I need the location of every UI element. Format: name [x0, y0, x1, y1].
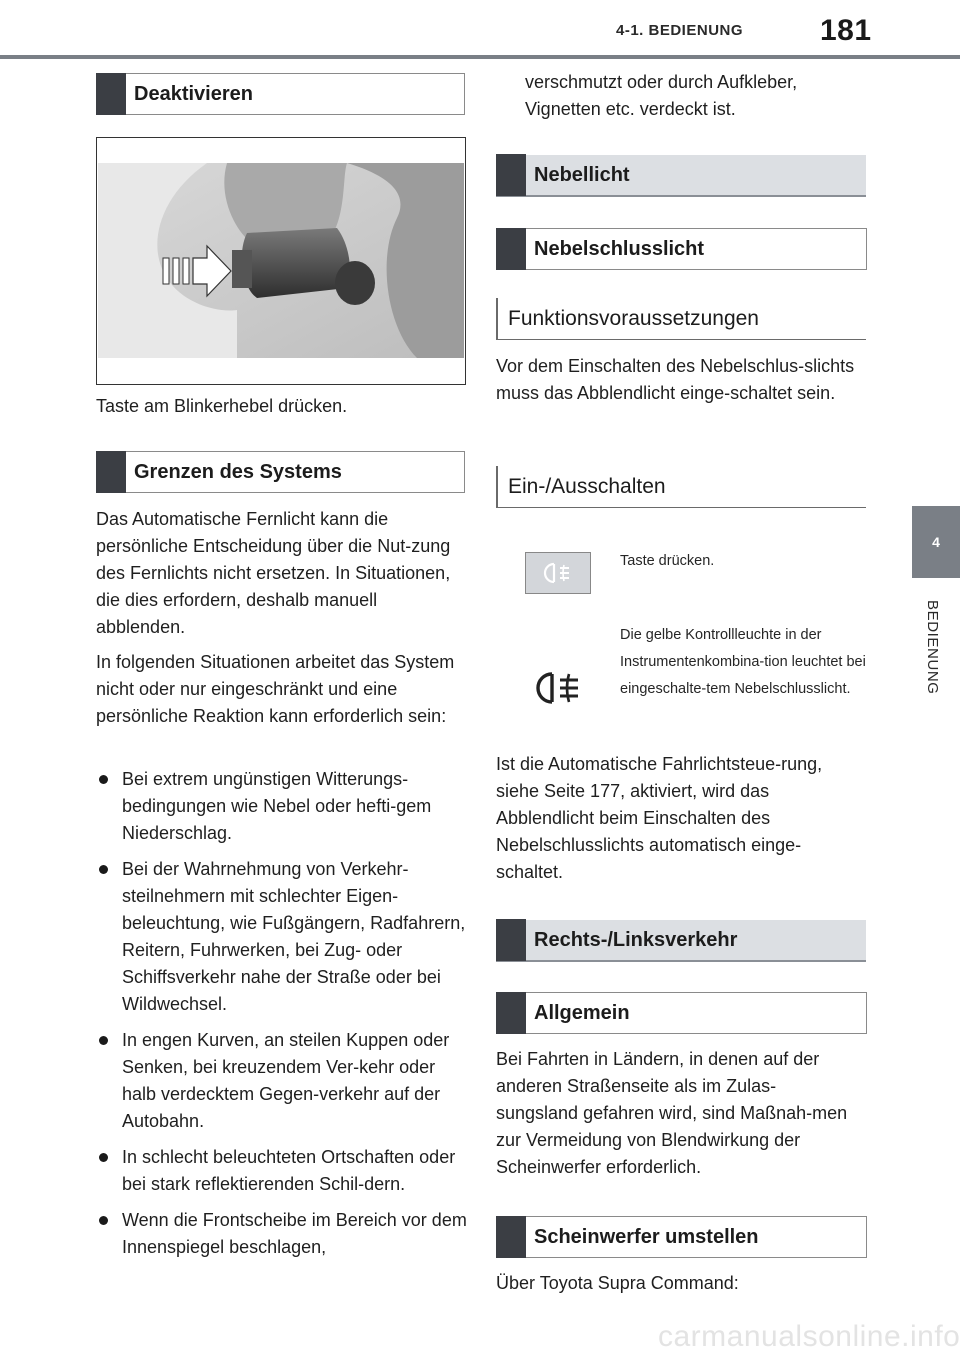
list-item: In schlecht beleuchteten Ortschaften oder bei stark reflektierenden Schil-dern. [96, 1144, 468, 1198]
limitations-list [96, 766, 468, 1270]
section-marker [96, 73, 126, 115]
section-marker [496, 228, 526, 270]
allgemein-text: Bei Fahrten in Ländern, in denen auf der anderen Straßenseite als im Zulas-sungsland gefahren wird, sind Maßnah-men zur Vermeidung von Blendwirkung der Scheinwerfer erforderlich. [496, 1049, 848, 1177]
section-marker [496, 154, 526, 196]
continuation-text: verschmutzt oder durch Aufkleber, Vignetten etc. verdeckt ist. [525, 72, 798, 119]
chapter-title: 4-1. BEDIENUNG [616, 22, 744, 39]
figure-caption: Taste am Blinkerhebel drücken. [96, 396, 348, 416]
paragraph: In folgenden Situationen arbeitet das System nicht oder nur eingeschränkt und eine persönliche Reaktion kann erforderlich sein: [96, 652, 455, 726]
header-rule [0, 55, 960, 59]
list-item: Bei der Wahrnehmung von Verkehr-steilnehmern mit schlechter Eigen-beleuchtung, wie Fußgängern, Radfahrern, Reitern, Fuhrwerken, bei Zug- oder Schiffsverkehr nahe der Straße oder bei Wildwechsel. [96, 856, 468, 1018]
chapter-tab-label: BEDIENUNG [924, 600, 941, 695]
section-grenzen [96, 451, 465, 493]
section-allgemein [496, 992, 867, 1034]
section-marker [496, 992, 526, 1034]
list-item: In engen Kurven, an steilen Kuppen oder Senken, bei kreuzendem Ver-kehr oder halb verdecktem Gegen-verkehr auf der Autobahn. [96, 1027, 468, 1135]
section-title: Nebelschlusslicht [534, 237, 705, 260]
command-text: Über Toyota Supra Command: [496, 1273, 739, 1293]
section-rechts-links [496, 920, 866, 962]
section-title: Nebellicht [534, 163, 630, 186]
section-marker [96, 451, 126, 493]
section-nebellicht [496, 155, 866, 197]
icon-row-text: Die gelbe Kontrollleuchte in der Instrumentenkombina-tion leuchtet bei eingeschalte-tem Nebelschlusslicht. [620, 627, 866, 697]
section-title: Scheinwerfer umstellen [534, 1225, 759, 1248]
section-nebelschlusslicht [496, 228, 867, 270]
chapter-tab: 4 [912, 506, 960, 578]
watermark: carmanualsonline.info [658, 1320, 960, 1353]
auto-light-text: Ist die Automatische Fahrlichtsteue-rung, siehe Seite 177, aktiviert, wird das Abblendlicht beim Einschalten des Nebelschlusslichts automatisch einge-schaltet. [496, 754, 823, 882]
section-marker [496, 919, 526, 961]
page-number: 181 [820, 14, 872, 47]
list-item: Bei extrem ungünstigen Witterungs-bedingungen wie Nebel oder hefti-gem Niederschlag. [96, 766, 468, 847]
section-deaktivieren [96, 73, 465, 115]
subsection-funktion: Funktionsvoraussetzungen [496, 298, 866, 340]
list-item: Wenn die Frontscheibe im Bereich vor dem Innenspiegel beschlagen, [96, 1207, 468, 1261]
grenzen-body [96, 506, 468, 738]
section-title: Deaktivieren [134, 82, 253, 105]
turn-signal-lever-illustration [96, 137, 466, 385]
icon-row-text: Taste drücken. [620, 553, 715, 569]
section-title: Rechts-/Linksverkehr [534, 928, 738, 951]
section-title: Grenzen des Systems [134, 460, 342, 483]
subsection-ein-aus: Ein-/Ausschalten [496, 466, 866, 508]
rear-fog-indicator-icon [530, 668, 586, 708]
section-scheinwerfer [496, 1216, 867, 1258]
paragraph: Das Automatische Fernlicht kann die persönliche Entscheidung über die Nut-zung des Fernlichts nicht ersetzen. In Situationen, die dies erfordern, deshalb manuell abblenden. [96, 509, 451, 637]
section-marker [496, 1216, 526, 1258]
section-title: Allgemein [534, 1001, 630, 1024]
rear-fog-button-icon [525, 552, 591, 594]
funktion-text: Vor dem Einschalten des Nebelschlus-slichts muss das Abblendlicht einge-schaltet sein. [496, 356, 855, 403]
